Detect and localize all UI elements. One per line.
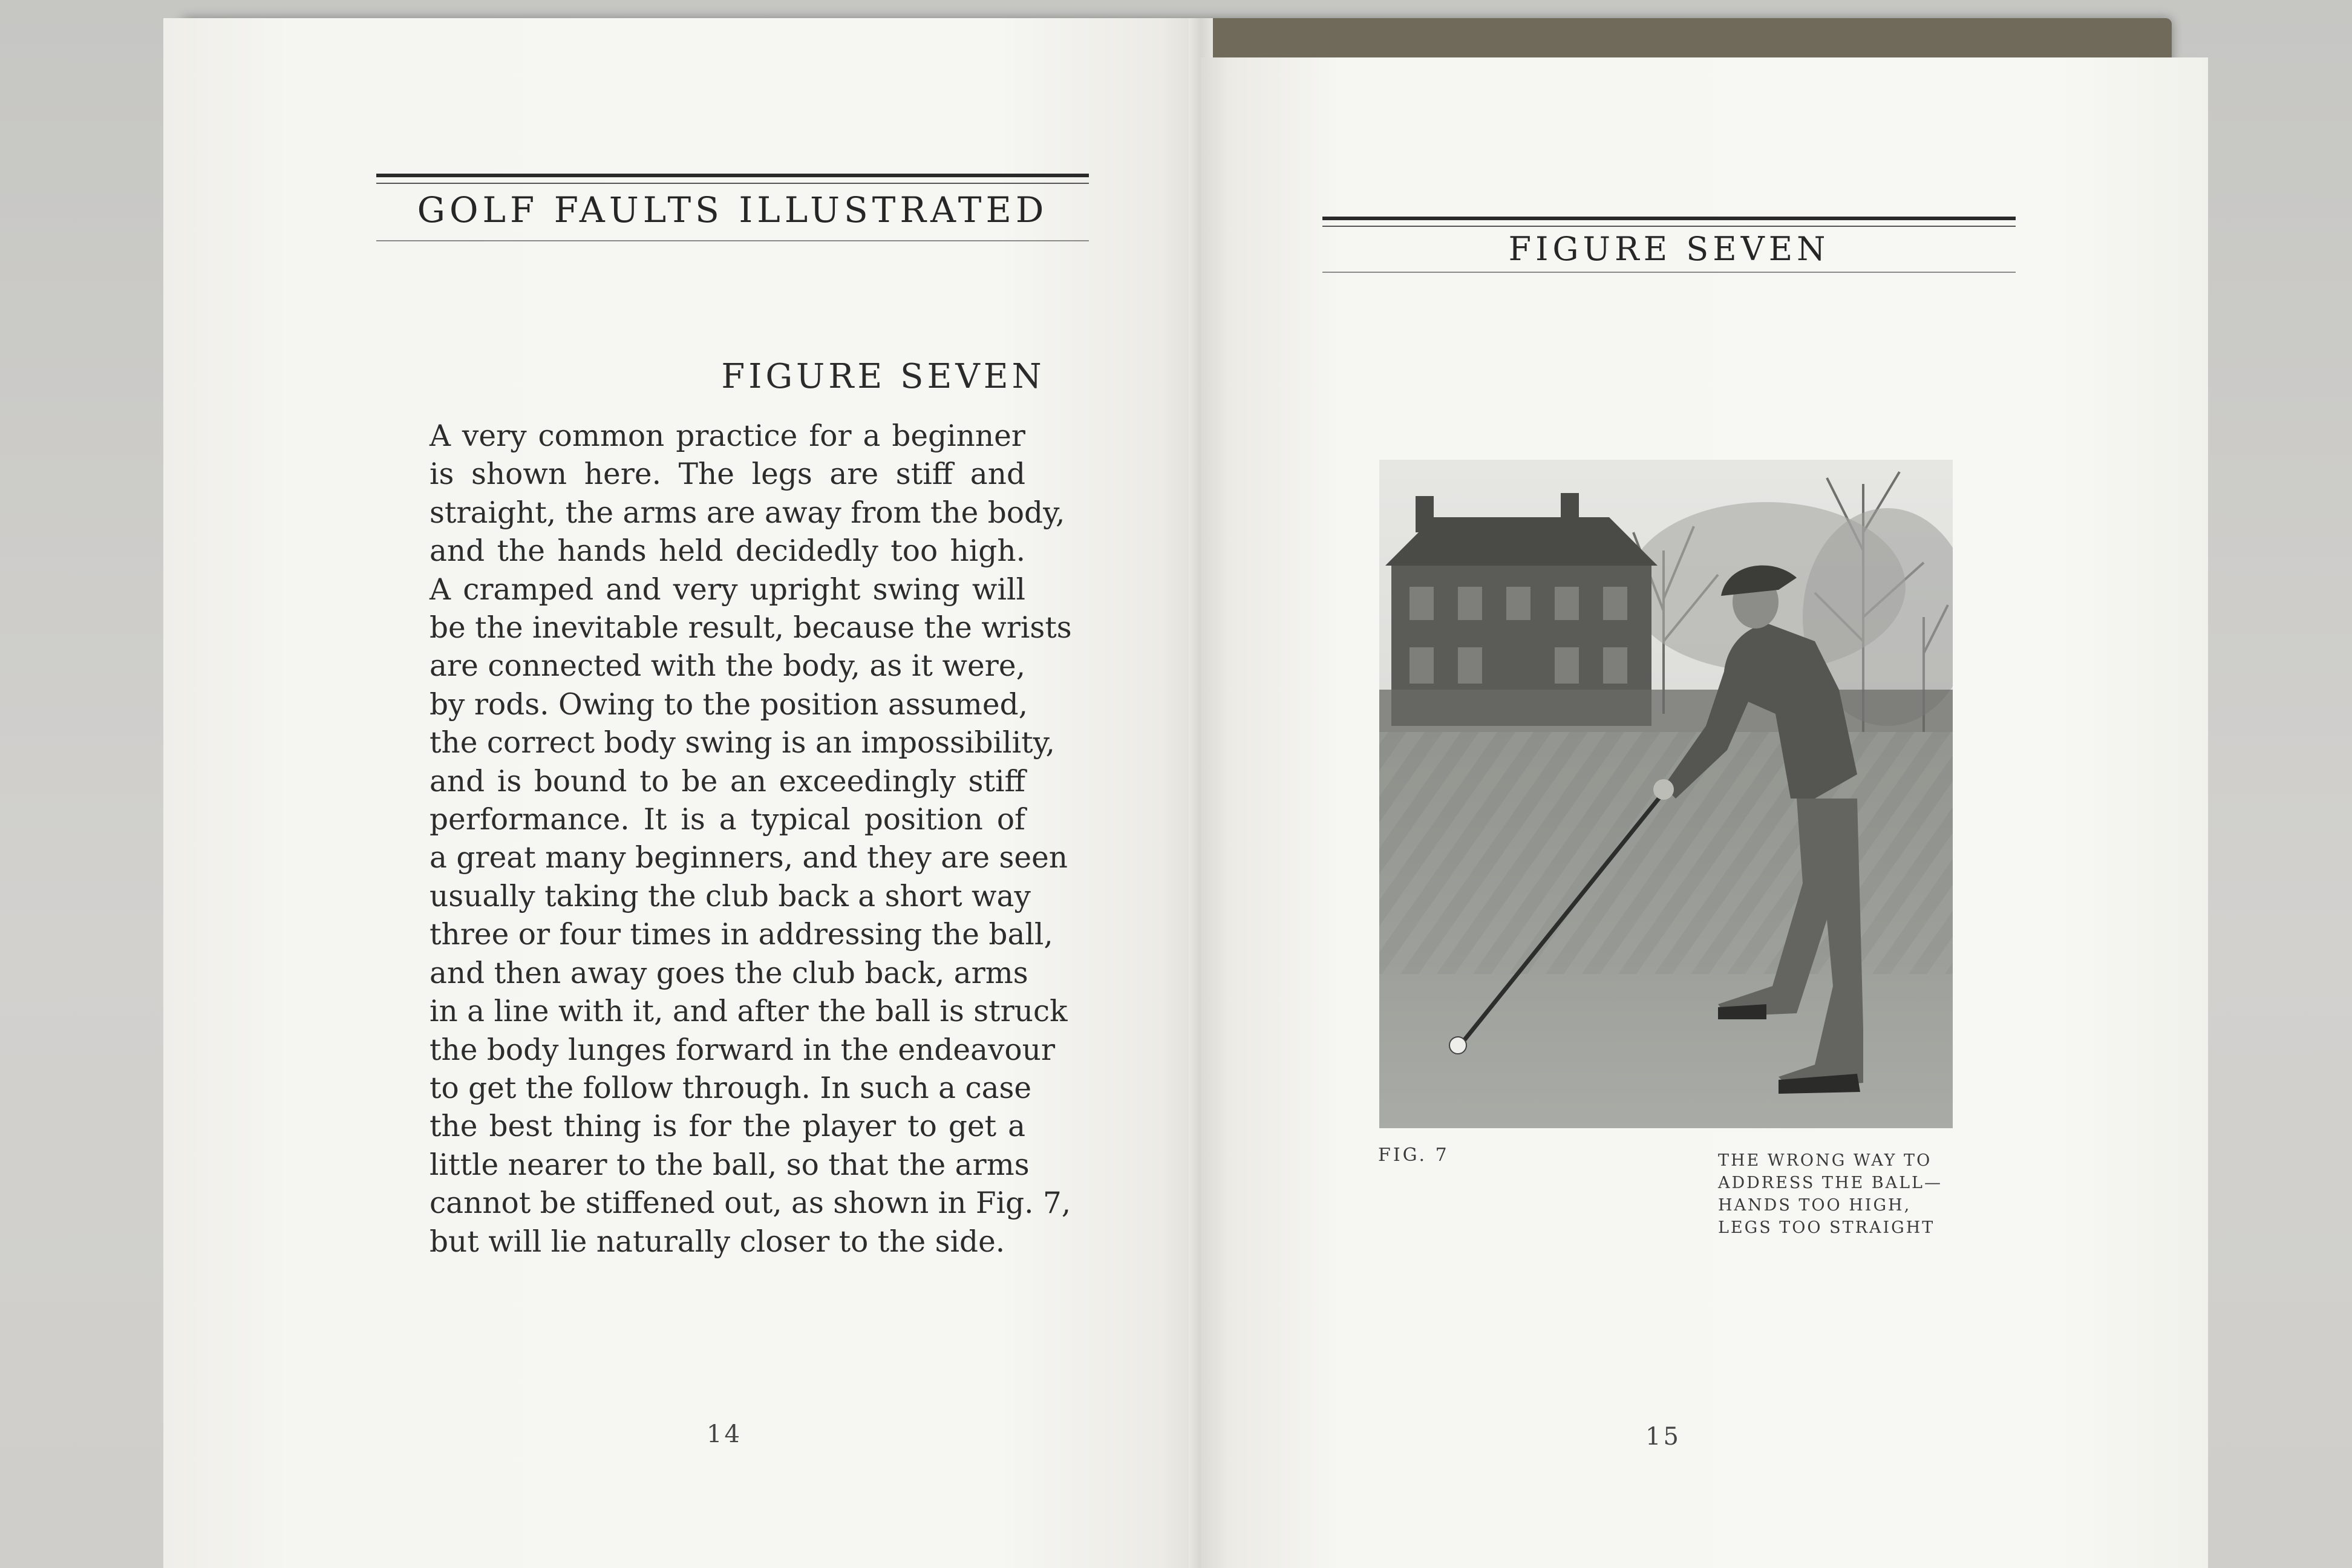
body-line: and then away goes the club back, arms <box>430 956 1028 990</box>
body-line: by rods. Owing to the position assumed, <box>430 687 1028 722</box>
body-line: and is bound to be an exceedingly stiff <box>430 764 1025 799</box>
body-line: three or four times in addressing the ball, <box>430 918 1053 952</box>
body-paragraph <box>430 417 1072 1261</box>
page-number-right: 15 <box>1645 1423 1681 1451</box>
body-line: cannot be stiffened out, as shown in Fig. 7, <box>430 1186 1071 1221</box>
body-line: A cramped and very upright swing will <box>430 572 1025 607</box>
body-line: usually taking the club back a short way <box>430 879 1031 913</box>
page-number-left: 14 <box>707 1420 742 1448</box>
body-line: the best thing is for the player to get a <box>430 1109 1025 1144</box>
photo-illustration <box>1379 460 1953 1128</box>
figure-caption <box>1718 1149 1948 1239</box>
body-line: a great many beginners, and they are seen <box>430 841 1068 875</box>
body-line: be the inevitable result, because the wrists <box>430 611 1072 645</box>
caption-line: HANDS TOO HIGH, <box>1718 1196 1912 1215</box>
body-line: and the hands held decidedly too high. <box>430 534 1025 569</box>
figure-label: FIG. 7 <box>1378 1145 1449 1166</box>
body-line: the correct body swing is an impossibility, <box>430 726 1055 760</box>
right-head-rule-top <box>1322 217 2016 220</box>
right-head-rule-bottom <box>1322 272 2016 273</box>
caption-line: LEGS TOO STRAIGHT <box>1718 1218 1935 1237</box>
body-line: the body lunges forward in the endeavour <box>430 1033 1056 1067</box>
body-line: are connected with the body, as it were, <box>430 649 1025 684</box>
right-head-rule-top-thin <box>1322 226 2016 227</box>
caption-line: THE WRONG WAY TO <box>1718 1151 1932 1170</box>
body-line: performance. It is a typical position of <box>430 803 1025 837</box>
golfer-photograph <box>1379 460 1953 1128</box>
caption-line: ADDRESS THE BALL— <box>1718 1174 1942 1192</box>
left-head-rule-top-thin <box>376 183 1089 184</box>
right-running-head: FIGURE SEVEN <box>1508 230 1830 268</box>
body-line: little nearer to the ball, so that the arms <box>430 1148 1030 1182</box>
body-line: to get the follow through. In such a case <box>430 1071 1032 1105</box>
body-line: in a line with it, and after the ball is struck <box>430 995 1068 1029</box>
body-line: straight, the arms are away from the body, <box>430 495 1065 530</box>
left-head-rule-bottom <box>376 240 1089 241</box>
left-head-rule-top <box>376 174 1089 177</box>
body-line: A very common practice for a beginner <box>430 419 1025 453</box>
left-running-head: GOLF FAULTS ILLUSTRATED <box>417 189 1048 230</box>
section-title: FIGURE SEVEN <box>721 357 1045 396</box>
body-line: but will lie naturally closer to the side. <box>430 1224 1005 1259</box>
body-line: is shown here. The legs are stiff and <box>430 457 1025 492</box>
